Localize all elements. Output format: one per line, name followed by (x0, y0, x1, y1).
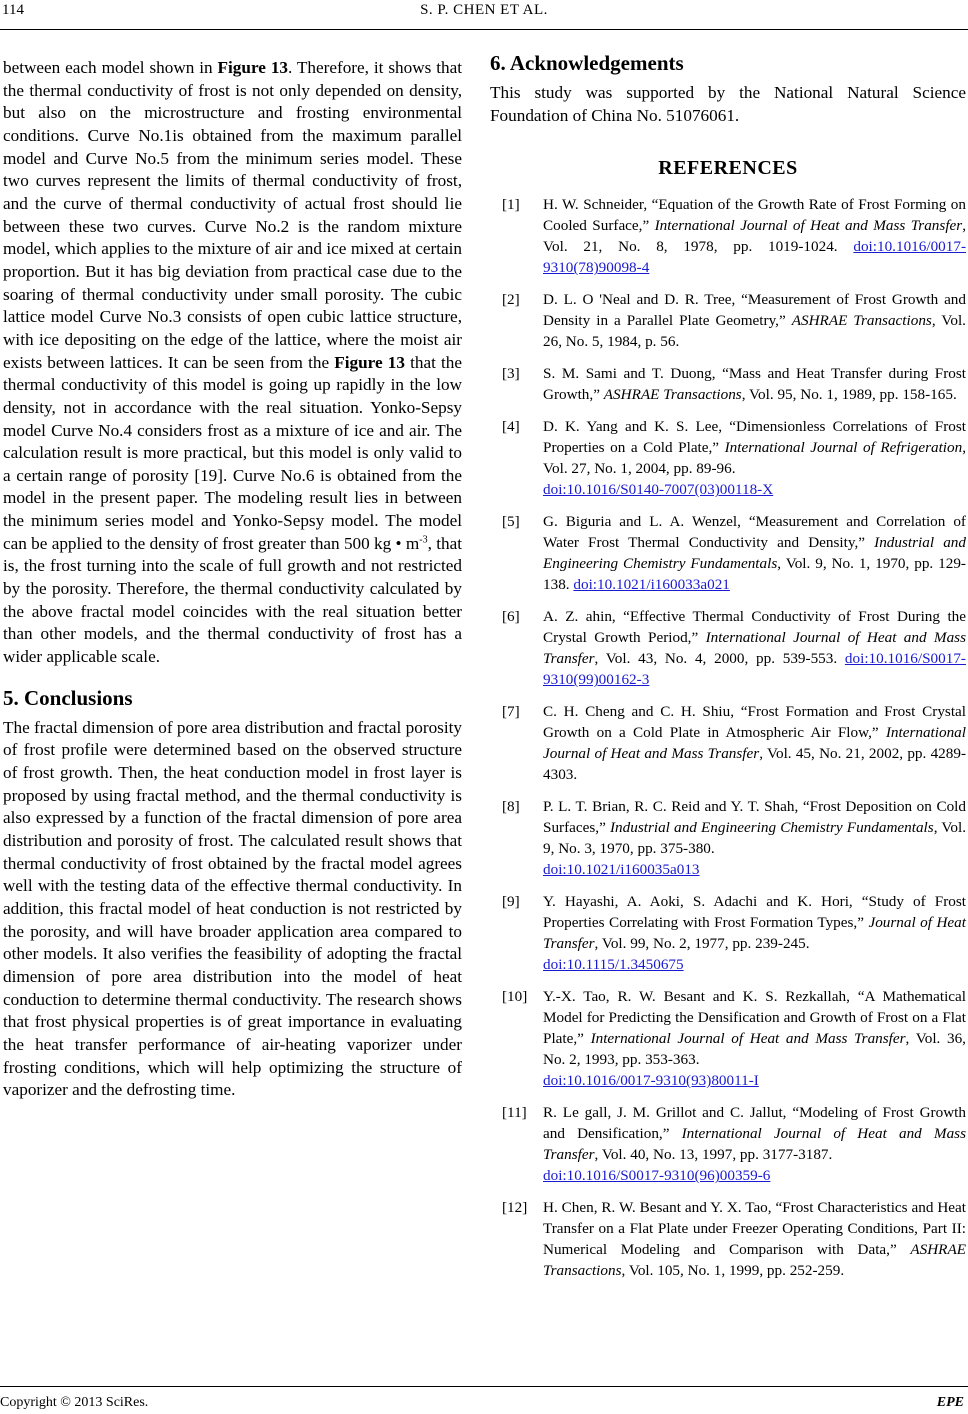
right-column (490, 50, 966, 1292)
reference-journal: ASHRAE Transactions (791, 312, 932, 330)
reference-text (543, 701, 966, 785)
doi-link[interactable]: doi:10.1021/i160035a013 (543, 861, 700, 879)
reference-journal: Journal of Heat Transfer (543, 914, 966, 953)
reference-item (490, 194, 966, 278)
reference-journal: International Journal of Heat and Mass Transfer (654, 217, 963, 235)
reference-authors-title: P. L. T. Brian, R. C. Reid and Y. T. Shah, “Frost Deposition on Cold Surfaces,” (543, 798, 966, 837)
reference-text (543, 986, 966, 1091)
references-heading: REFERENCES (658, 157, 798, 180)
copyright-notice: Copyright © 2013 SciRes. (0, 1395, 149, 1410)
reference-authors-title: A. Z. ahin, “Effective Thermal Conductivity of Frost During the Crystal Growth Period,” (543, 608, 966, 647)
reference-details: , Vol. 99, No. 2, 1977, pp. 239-245. (594, 935, 810, 953)
doi-link[interactable]: doi:10.1016/0017-9310(93)80011-I (543, 1072, 759, 1090)
reference-details: , Vol. 40, No. 13, 1997, pp. 3177-3187. (594, 1146, 833, 1164)
reference-item (490, 701, 966, 785)
doi-link[interactable]: doi:10.1016/S0017-9310(96)00359-6 (543, 1167, 771, 1185)
reference-authors-title: Y. Hayashi, A. Aoki, S. Adachi and K. Hori, “Study of Frost Properties Correlating with Frost Formation Types,” (543, 893, 966, 932)
reference-journal: International Journal of Heat and Mass Transfer (543, 724, 966, 763)
reference-journal: International Journal of Refrigeration (724, 439, 963, 457)
reference-details: , Vol. 9, No. 3, 1970, pp. 375-380. (543, 819, 966, 858)
reference-details: , Vol. 43, No. 4, 2000, pp. 539-553. (594, 650, 845, 668)
reference-number: [2] (502, 291, 520, 309)
conclusions-heading: 5. Conclusions (3, 685, 133, 710)
doi-link[interactable]: doi:10.1016/S0017-9310(99)00162-3 (543, 650, 966, 689)
reference-number: [8] (502, 798, 520, 816)
reference-item (490, 796, 966, 880)
text-run: The fractal dimension of pore area distribution and fractal porosity of frost profile were determined based on the observed structure of frost growth. Then, the heat conduction model in frost layer is proposed by using fractal method, and the thermal conductivity is also expressed by a function of the fractal dimension of pore area distribution and porosity of frost. The calculated result shows that thermal conductivity of frost obtained by the fractal model agrees well with the testing data of the effective thermal conductivity. In addition, this fractal model of heat conduction is not restricted by the porosity, and will have broader application area compared to other models. It also verifies the feasibility of adopting the fractal dimension of pore area distribution into the model of heat conduction to determine thermal conductivity. The research shows that frost physical properties is of great importance in evaluating the heat transfer performance of air-heating vaporizer under frosting conditions, which will help optimizing the structure of vaporizer and the defrosting time. (3, 717, 462, 1100)
left-column (3, 57, 462, 1102)
doi-link[interactable]: doi:10.1115/1.3450675 (543, 956, 684, 974)
reference-number: [10] (502, 988, 528, 1006)
reference-number: [3] (502, 365, 520, 383)
reference-number: [7] (502, 703, 520, 721)
reference-list (490, 194, 966, 1281)
reference-item (490, 1197, 966, 1281)
reference-number: [9] (502, 893, 520, 911)
reference-text (543, 511, 966, 595)
reference-number: [12] (502, 1199, 528, 1217)
figure-reference: Figure 13 (334, 352, 405, 372)
reference-item (490, 986, 966, 1091)
reference-text (543, 289, 966, 352)
reference-details: , Vol. 9, No. 1, 1970, pp. 129-138. (543, 555, 966, 594)
reference-journal: Industrial and Engineering Chemistry Fundamentals (609, 819, 934, 837)
reference-text (543, 194, 966, 278)
reference-authors-title: S. M. Sami and T. Duong, “Mass and Heat Transfer during Frost Growth,” (543, 365, 966, 404)
reference-text (543, 891, 966, 975)
text-run: , that is, the frost turning into the scale of full growth and not restricted by the porosity. Therefore, the thermal conductivity calculated by the above fractal model coincides with the real situation better than other models, and the thermal conductivity of frost has a wider applicable scale. (3, 533, 462, 667)
reference-text (543, 416, 966, 500)
reference-details: , Vol. 36, No. 2, 1993, pp. 353-363. (543, 1030, 966, 1069)
reference-journal: ASHRAE Transactions (543, 1241, 966, 1280)
reference-authors-title: C. H. Cheng and C. H. Shiu, “Frost Formation and Frost Crystal Growth on a Cold Plate in Atmospheric Air Flow,” (543, 703, 966, 742)
reference-details: , Vol. 26, No. 5, 1984, p. 56. (543, 312, 966, 351)
text-run: . Therefore, it shows that the thermal conductivity of frost is not only depended on density, but also on the microstructure and frosting environmental conditions. Curve No.1is obtained from the maximum parallel model and Curve No.5 from the minimum series model. These two curves represent the limits of thermal conductivity of frost, and the curve of thermal conductivity of actual frost should lie between these two curves. Curve No.2 is the random mixture model, which applies to the mixture of air and ice mixed at certain proportion. But it has big deviation from practical case due to the soaring of thermal conductivity under small porosity. The cubic lattice model Curve No.3 consists of open cubic lattice structure, with ice depositing on the edge of the lattice, where the moist air exists between lattices. It can be seen from the (3, 58, 463, 372)
acknowledgements-heading: 6. Acknowledgements (490, 51, 684, 75)
reference-item (490, 511, 966, 595)
acknowledgements-text: This study was supported by the National Natural Science Foundation of China No. 51076061. (490, 83, 966, 125)
reference-details: , Vol. 21, No. 8, 1978, pp. 1019-1024. (543, 217, 966, 256)
reference-item (490, 1102, 966, 1186)
reference-text (543, 606, 966, 690)
journal-abbrev: EPE (936, 1395, 964, 1410)
reference-authors-title: R. Le gall, J. M. Grillot and C. Jallut, “Modeling of Frost Growth and Densification,” (543, 1104, 966, 1143)
reference-text (543, 796, 966, 880)
reference-number: [6] (502, 608, 520, 626)
reference-authors-title: G. Biguria and L. A. Wenzel, “Measurement and Correlation of Water Frost Thermal Conductivity and Density,” (543, 513, 966, 552)
doi-link[interactable]: doi:10.1021/i160033a021 (573, 576, 730, 594)
reference-text (543, 363, 966, 405)
reference-details: , Vol. 27, No. 1, 2004, pp. 89-96. (543, 439, 967, 478)
conclusions-paragraph (3, 717, 462, 1102)
reference-number: [5] (502, 513, 520, 531)
reference-text (543, 1197, 966, 1281)
reference-journal: ASHRAE Transactions (603, 386, 742, 404)
text-run: between each model shown in (3, 58, 218, 77)
reference-text (543, 1102, 966, 1186)
reference-authors-title: H. Chen, R. W. Besant and Y. X. Tao, “Frost Characteristics and Heat Transfer on a Flat Plate under Freezer Operating Conditions, Part II: Numerical Modeling and Comparison with Data,” (543, 1199, 966, 1259)
discussion-paragraph (3, 57, 462, 669)
header-divider (0, 29, 968, 30)
reference-number: [1] (502, 196, 520, 214)
reference-details: , Vol. 95, No. 1, 1989, pp. 158-165. (741, 386, 957, 404)
running-title: S. P. CHEN ET AL. (420, 2, 548, 18)
reference-item (490, 891, 966, 975)
reference-number: [4] (502, 418, 520, 436)
reference-journal: International Journal of Heat and Mass Transfer (543, 1125, 966, 1164)
footer-divider (0, 1386, 968, 1387)
figure-reference: Figure 13 (217, 58, 289, 77)
reference-authors-title: H. W. Schneider, “Equation of the Growth Rate of Frost Forming on Cooled Surface,” (543, 196, 966, 235)
reference-authors-title: Y.-X. Tao, R. W. Besant and K. S. Rezkallah, “A Mathematical Model for Predicting the Densification and Growth of Frost on a Flat Plate,” (543, 988, 966, 1048)
reference-authors-title: D. L. O 'Neal and D. R. Tree, “Measurement of Frost Growth and Density in a Parallel Plate Geometry,” (543, 291, 966, 330)
reference-journal: International Journal of Heat and Mass Transfer (543, 629, 967, 668)
page-number: 114 (2, 2, 24, 18)
reference-item (490, 289, 966, 352)
reference-number: [11] (502, 1104, 527, 1122)
reference-journal: Industrial and Engineering Chemistry Fundamentals (543, 534, 966, 573)
reference-journal: International Journal of Heat and Mass Transfer (590, 1030, 906, 1048)
doi-link[interactable]: doi:10.1016/0017-9310(78)90098-4 (543, 238, 966, 277)
doi-link[interactable]: doi:10.1016/S0140-7007(03)00118-X (543, 481, 774, 499)
reference-details: , Vol. 105, No. 1, 1999, pp. 252-259. (621, 1262, 845, 1280)
reference-item (490, 416, 966, 500)
reference-authors-title: D. K. Yang and K. S. Lee, “Dimensionless Correlations of Frost Properties on a Cold Plate,” (543, 418, 966, 457)
reference-item (490, 606, 966, 690)
text-run: that the thermal conductivity of this model is going up rapidly in the low density, not in accordance with the real situation. Yonko-Sepsy model Curve No.4 considers frost as a mixture of ice and air. The calculation result is more practical, but this model is only valid to a certain range of porosity [19]. Curve No.6 is obtained from the model in the present paper. The modeling result lies in between the minimum series model and Yonko-Sepsy model. The model can be applied to the density of frost greater than 500 kg • m (3, 352, 462, 553)
reference-details: , Vol. 45, No. 21, 2002, pp. 4289-4303. (543, 745, 967, 784)
reference-item (490, 363, 966, 405)
superscript: -3 (419, 534, 428, 546)
